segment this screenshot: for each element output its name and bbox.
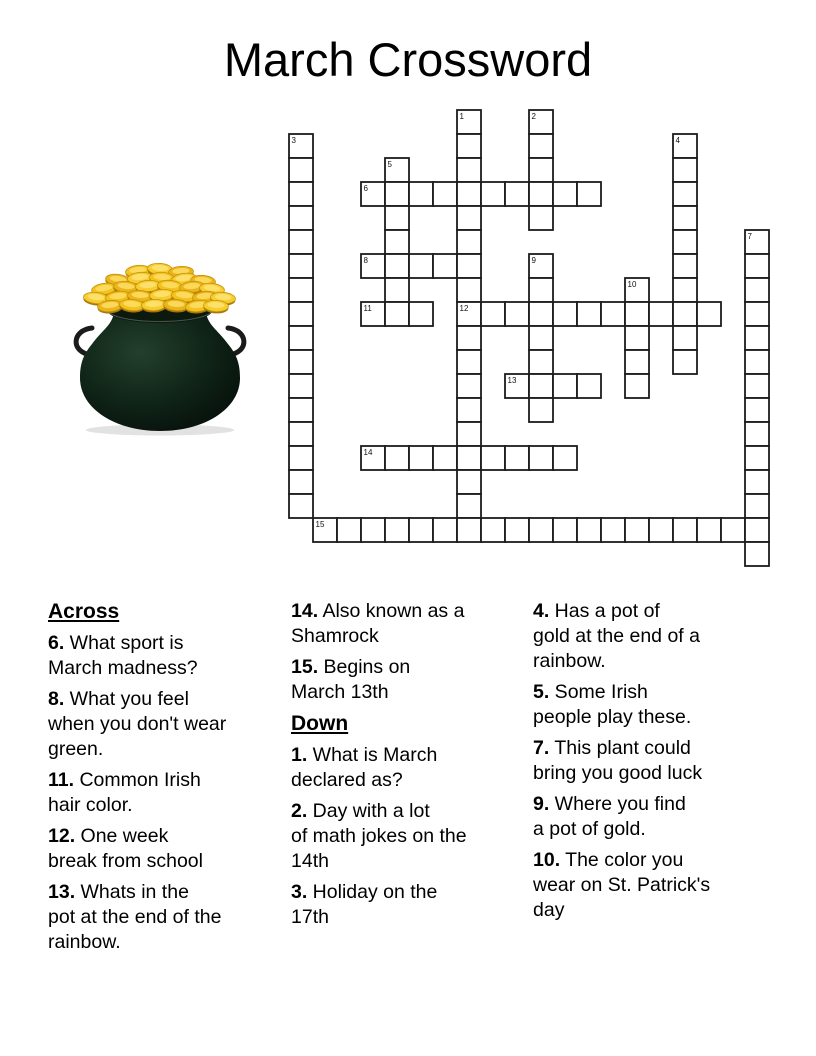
grid-cell [673, 182, 697, 206]
grid-cell [505, 182, 529, 206]
grid-cell [625, 350, 649, 374]
grid-cell [289, 230, 313, 254]
clue-text: The color you wear on St. Patrick's day [533, 849, 711, 921]
grid-cell [577, 182, 601, 206]
clue-column-2 [291, 599, 531, 936]
grid-cell [385, 206, 409, 230]
grid-cell [289, 470, 313, 494]
grid-cell [553, 182, 577, 206]
grid-cell [673, 350, 697, 374]
grid-cell [289, 494, 313, 518]
grid-cell [529, 350, 553, 374]
grid-cell [673, 254, 697, 278]
clue-9 [533, 792, 773, 842]
grid-cell [673, 302, 697, 326]
clue-number: 8. [48, 688, 65, 710]
grid-cell [289, 422, 313, 446]
grid-cell [457, 350, 481, 374]
grid-cell [529, 374, 553, 398]
grid-cell [529, 326, 553, 350]
grid-cell [289, 326, 313, 350]
clue-number: 4. [533, 600, 550, 622]
grid-cell [289, 158, 313, 182]
clue-number: 3. [291, 881, 308, 903]
grid-cell [409, 446, 433, 470]
page-title: March Crossword [223, 33, 593, 86]
grid-cell [673, 278, 697, 302]
clue-text: Has a pot of gold at the end of a rainbow. [533, 600, 700, 672]
grid-cell [433, 182, 457, 206]
grid-cell [529, 398, 553, 422]
clue-text: Some Irish people play these. [533, 681, 692, 728]
grid-cell [385, 254, 409, 278]
grid-cell [289, 254, 313, 278]
grid-cell [289, 206, 313, 230]
grid-cell [481, 302, 505, 326]
grid-cell-number: 12 [459, 304, 469, 313]
grid-cell [457, 230, 481, 254]
grid-cell [673, 326, 697, 350]
grid-cell [577, 374, 601, 398]
grid-cell [505, 518, 529, 542]
grid-cell-number: 2 [531, 112, 536, 121]
grid-cell-number: 10 [627, 280, 637, 289]
grid-cell-number: 8 [363, 256, 368, 265]
clue-number: 9. [533, 793, 550, 815]
grid-cell [385, 302, 409, 326]
clue-number: 2. [291, 800, 308, 822]
grid-cell [457, 422, 481, 446]
grid-cell [505, 446, 529, 470]
clue-11 [48, 768, 288, 818]
grid-cell [385, 230, 409, 254]
grid-cell [745, 398, 769, 422]
grid-cell [457, 398, 481, 422]
clue-6 [48, 631, 288, 681]
clues-header-down: Down [291, 712, 349, 735]
grid-cell [697, 302, 721, 326]
grid-cell [745, 422, 769, 446]
grid-cell [625, 374, 649, 398]
clue-text: Day with a lot of math jokes on the 14th [291, 800, 467, 872]
clue-text: Begins on March 13th [291, 656, 411, 703]
grid-cell [457, 278, 481, 302]
grid-cell [625, 302, 649, 326]
grid-cell [361, 518, 385, 542]
grid-cell [745, 446, 769, 470]
grid-cell [673, 230, 697, 254]
grid-cell [649, 302, 673, 326]
grid-cell [529, 134, 553, 158]
grid-cell [289, 302, 313, 326]
grid-cell [433, 518, 457, 542]
grid-cell-number: 5 [387, 160, 392, 169]
grid-cell [601, 518, 625, 542]
grid-cell [745, 542, 769, 566]
grid-cell [745, 374, 769, 398]
grid-cell [457, 206, 481, 230]
grid-cell-number: 4 [675, 136, 680, 145]
grid-cell-number: 9 [531, 256, 536, 265]
grid-cell [433, 254, 457, 278]
grid-cell [289, 446, 313, 470]
grid-cell [457, 446, 481, 470]
clue-number: 5. [533, 681, 550, 703]
grid-cell [673, 518, 697, 542]
grid-cell [649, 518, 673, 542]
grid-cell [457, 326, 481, 350]
grid-cell [745, 350, 769, 374]
grid-cell [553, 518, 577, 542]
grid-cell [409, 182, 433, 206]
clue-1 [291, 743, 531, 793]
grid-cell [529, 446, 553, 470]
grid-cell [697, 518, 721, 542]
clue-text: Holiday on the 17th [291, 881, 438, 928]
grid-cell [745, 326, 769, 350]
clue-4 [533, 599, 773, 674]
grid-cell [289, 350, 313, 374]
gold-coins [83, 263, 236, 315]
grid-cell [409, 302, 433, 326]
clue-number: 13. [48, 881, 76, 903]
grid-cell [553, 374, 577, 398]
grid-cell [601, 302, 625, 326]
grid-cell [625, 518, 649, 542]
clue-column-3 [533, 599, 773, 929]
clue-text: Where you find a pot of gold. [533, 793, 686, 840]
clue-15 [291, 655, 531, 705]
grid-cell [745, 518, 769, 542]
grid-cell [745, 494, 769, 518]
clue-number: 12. [48, 825, 76, 847]
grid-cell [625, 326, 649, 350]
grid-cell [577, 302, 601, 326]
grid-cell [385, 446, 409, 470]
grid-cell [457, 134, 481, 158]
clue-number: 7. [533, 737, 550, 759]
clue-number: 1. [291, 744, 308, 766]
grid-cell [337, 518, 361, 542]
grid-cell-number: 1 [459, 112, 464, 121]
clue-number: 10. [533, 849, 561, 871]
grid-cell [529, 206, 553, 230]
clue-number: 6. [48, 632, 65, 654]
clue-12 [48, 824, 288, 874]
grid-cell [529, 278, 553, 302]
clue-8 [48, 687, 288, 762]
grid-cell [457, 470, 481, 494]
clue-text: Also known as a Shamrock [291, 600, 465, 647]
clue-text: What is March declared as? [291, 744, 438, 791]
grid-cell-number: 6 [363, 184, 368, 193]
grid-cell [481, 446, 505, 470]
clue-3 [291, 880, 531, 930]
grid-cell [481, 518, 505, 542]
grid-cell [457, 254, 481, 278]
clue-number: 14. [291, 600, 319, 622]
clue-text: Whats in the pot at the end of the rainbow. [48, 881, 222, 953]
grid-cell [481, 182, 505, 206]
clue-text: What you feel when you don't wear green. [48, 688, 227, 760]
clue-5 [533, 680, 773, 730]
grid-cell [745, 278, 769, 302]
grid-cell [553, 302, 577, 326]
grid-cell [745, 470, 769, 494]
grid-cell [385, 518, 409, 542]
grid-cell [289, 182, 313, 206]
grid-cell [745, 302, 769, 326]
grid-cell [577, 518, 601, 542]
clue-text: This plant could bring you good luck [533, 737, 703, 784]
grid-cell [289, 398, 313, 422]
grid-cell-number: 11 [363, 304, 372, 313]
clue-13 [48, 880, 288, 955]
grid-cell-number: 15 [315, 520, 325, 529]
clue-number: 11. [48, 769, 75, 791]
grid-cell [721, 518, 745, 542]
clue-10 [533, 848, 773, 923]
grid-cell [457, 182, 481, 206]
grid-cell [457, 374, 481, 398]
pot-body [80, 310, 240, 431]
grid-cell-number: 3 [291, 136, 296, 145]
grid-cell [289, 278, 313, 302]
clue-text: One week break from school [48, 825, 203, 872]
pot-of-gold-image [72, 250, 248, 436]
grid-cell [385, 278, 409, 302]
grid-cell [529, 182, 553, 206]
crossword-grid [288, 109, 772, 569]
grid-cell [529, 158, 553, 182]
grid-cell [745, 254, 769, 278]
grid-cell [553, 446, 577, 470]
grid-cell [529, 302, 553, 326]
clue-2 [291, 799, 531, 874]
grid-cell [673, 158, 697, 182]
grid-cell-number: 13 [507, 376, 517, 385]
clue-number: 15. [291, 656, 319, 678]
grid-cell [385, 182, 409, 206]
grid-cell [673, 206, 697, 230]
grid-cell [505, 302, 529, 326]
grid-cell [457, 158, 481, 182]
clue-7 [533, 736, 773, 786]
grid-cell [409, 254, 433, 278]
clue-text: Common Irish hair color. [48, 769, 201, 816]
grid-cell [289, 374, 313, 398]
grid-cell-number: 14 [363, 448, 373, 457]
grid-cell [457, 494, 481, 518]
grid-cell [409, 518, 433, 542]
clue-14 [291, 599, 531, 649]
grid-cell-number: 7 [747, 232, 752, 241]
clue-text: What sport is March madness? [48, 632, 198, 679]
clue-column-1 [48, 599, 288, 961]
grid-cell [457, 518, 481, 542]
clues-header-across: Across [48, 600, 120, 623]
grid-cell [433, 446, 457, 470]
grid-cell [529, 518, 553, 542]
